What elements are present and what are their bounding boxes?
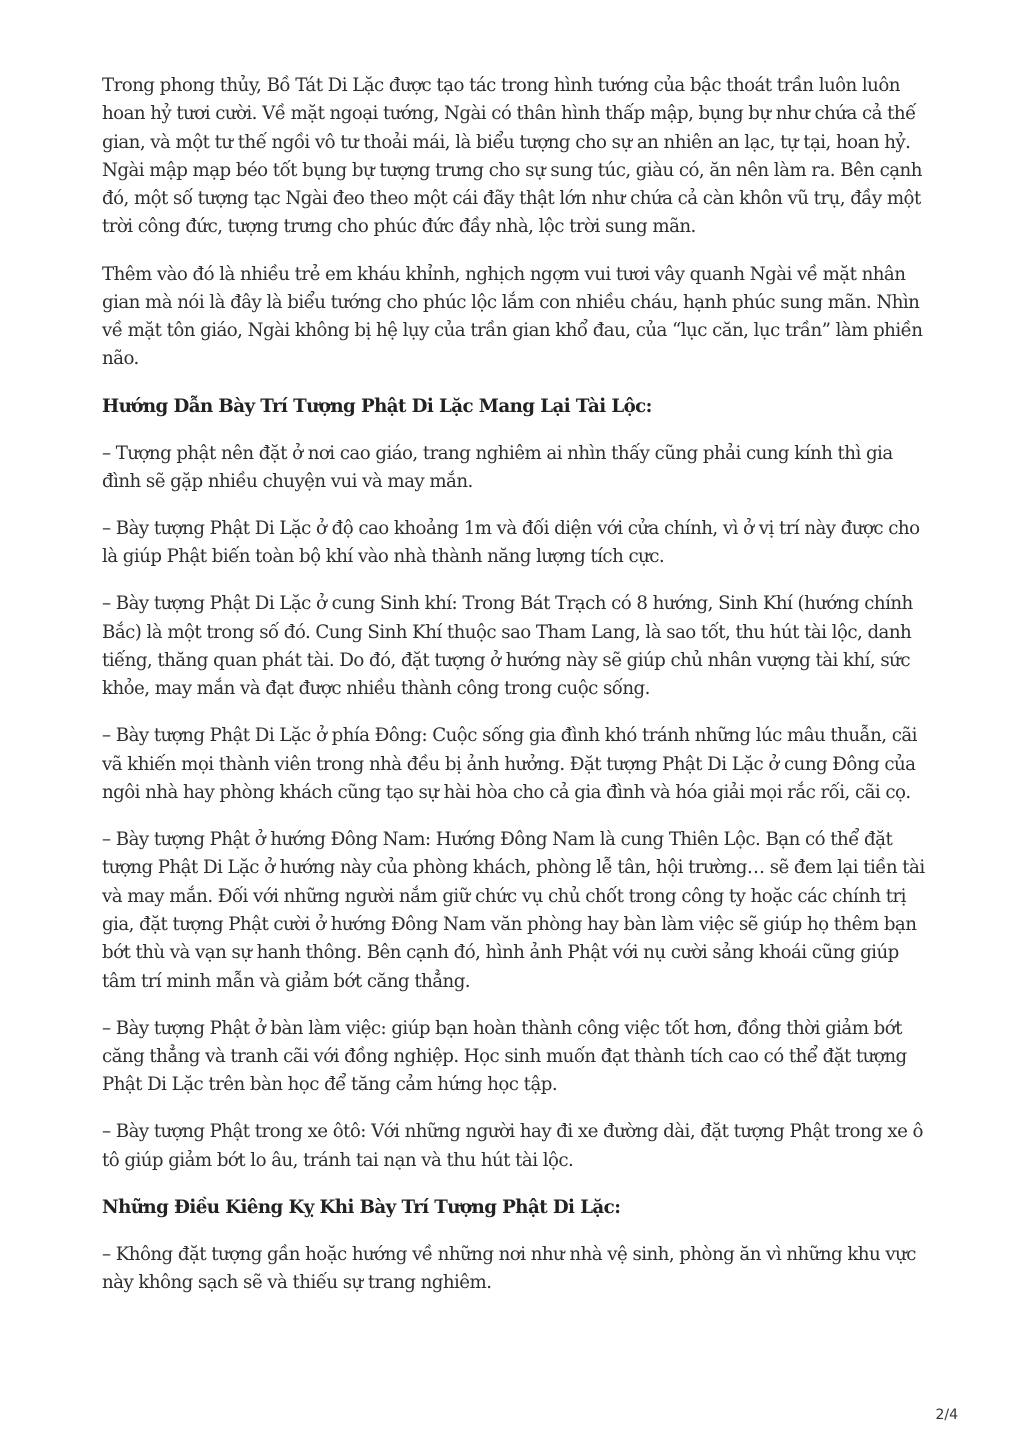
guide-item: – Bày tượng Phật Di Lặc ở cung Sinh khí: Trong Bát Trạch có 8 hướng, Sinh Khí (hướng chính Bắc) là một trong số đó. Cung Sinh Khí thuộc sao Tham Lang, là sao tốt, thu hút tài lộc, danh tiếng, thăng quan phát tài. Do đó, đặt tượng ở hướng này sẽ giúp chủ nhân vượng tài khí, sức khỏe, may mắn và đạt được nhiều thành công trong cuộc sống. [102,593,913,700]
intro-paragraph: Thêm vào đó là nhiều trẻ em kháu khỉnh, nghịch ngợm vui tươi vây quanh Ngài về mặt nhân gian mà nói là đây là biểu tướng cho phúc lộc lắm con nhiều cháu, hạnh phúc sung mãn. Nhìn về mặt tôn giáo, Ngài không bị hệ lụy của trần gian khổ đau, của “lục căn, lục trần” làm phiền não. [102,263,923,370]
document-body [102,72,926,1316]
taboo-item: – Không đặt tượng gần hoặc hướng về những nơi như nhà vệ sinh, phòng ăn vì những khu vực này không sạch sẽ và thiếu sự trang nghiêm. [102,1243,916,1294]
guide-item: – Bày tượng Phật ở hướng Đông Nam: Hướng Đông Nam là cung Thiên Lộc. Bạn có thể đặt tượng Phật Di Lặc ở hướng này của phòng khách, phòng lễ tân, hội trường… sẽ đem lại tiền tài và may mắn. Đối với những người nắm giữ chức vụ chủ chốt trong công ty hoặc các chính trị gia, đặt tượng Phật cười ở hướng Đông Nam văn phòng hay bàn làm việc sẽ giúp họ thêm bạn bớt thù và vạn sự hanh thông. Bên cạnh đó, hình ảnh Phật với nụ cười sảng khoái cũng giúp tâm trí minh mẫn và giảm bớt căng thẳng. [102,829,925,992]
page-number: 2/4 [935,1407,958,1423]
section-heading-taboos: Những Điều Kiêng Kỵ Khi Bày Trí Tượng Phật Di Lặc: [102,1196,621,1218]
section-heading-placement: Hướng Dẫn Bày Trí Tượng Phật Di Lặc Mang Lại Tài Lộc: [102,395,652,417]
guide-item: – Bày tượng Phật trong xe ôtô: Với những người hay đi xe đường dài, đặt tượng Phật trong xe ô tô giúp giảm bớt lo âu, tránh tai nạn và thu hút tài lộc. [102,1121,923,1171]
guide-item: – Bày tượng Phật ở bàn làm việc: giúp bạn hoàn thành công việc tốt hơn, đồng thời giảm bớt căng thẳng và tranh cãi với đồng nghiệp. Học sinh muốn đạt thành tích cao có thể đặt tượng Phật Di Lặc trên bàn học để tăng cảm hứng học tập. [102,1017,907,1096]
guide-item: – Bày tượng Phật Di Lặc ở độ cao khoảng 1m và đối diện với cửa chính, vì ở vị trí này được cho là giúp Phật biến toàn bộ khí vào nhà thành năng lượng tích cực. [102,518,920,568]
guide-item: – Bày tượng Phật Di Lặc ở phía Đông: Cuộc sống gia đình khó tránh những lúc mâu thuẫn, cãi vã khiến mọi thành viên trong nhà đều bị ảnh hưởng. Đặt tượng Phật Di Lặc ở cung Đông của ngôi nhà hay phòng khách cũng tạo sự hài hòa cho cả gia đình và hóa giải mọi rắc rối, cãi cọ. [102,725,917,804]
guide-item: – Tượng phật nên đặt ở nơi cao giáo, trang nghiêm ai nhìn thấy cũng phải cung kính thì gia đình sẽ gặp nhiều chuyện vui và may mắn. [102,442,893,492]
intro-paragraph: Trong phong thủy, Bồ Tát Di Lặc được tạo tác trong hình tướng của bậc thoát trần luôn luôn hoan hỷ tươi cười. Về mặt ngoại tướng, Ngài có thân hình thấp mập, bụng bự như chứa cả thế gian, và một tư thế ngồi vô tư thoải mái, là biểu tượng cho sự an nhiên an lạc, tự tại, hoan hỷ. Ngài mập mạp béo tốt bụng bự tượng trưng cho sự sung túc, giàu có, ăn nên làm ra. Bên cạnh đó, một số tượng tạc Ngài đeo theo một cái đãy thật lớn như chứa cả càn khôn vũ trụ, đầy một trời công đức, tượng trưng cho phúc đức đầy nhà, lộc trời sung mãn. [102,75,922,238]
